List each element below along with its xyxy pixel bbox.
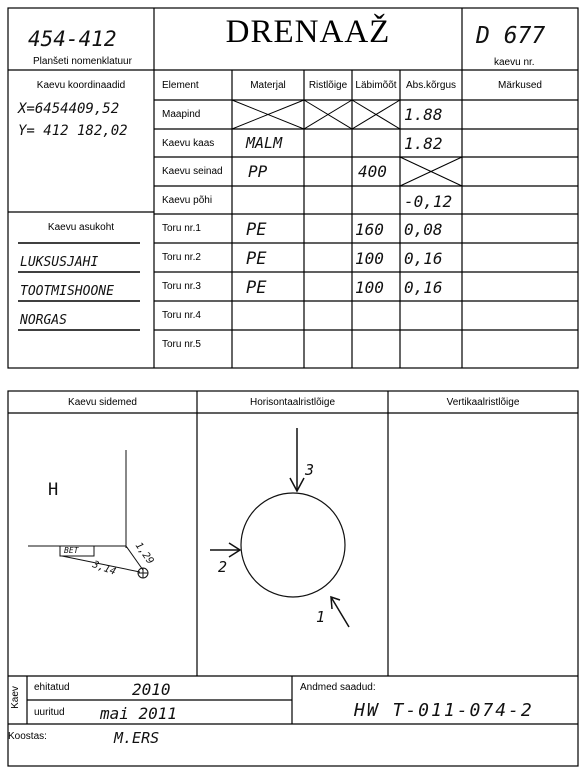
location-label: Kaevu asukoht [47,222,115,233]
row-material: PE [246,249,267,269]
location-sketch [28,450,148,578]
coordinate-x: X=6454409,52 [18,101,120,117]
well-side-label: Kaev [9,686,21,709]
page-title: DRENAAŽ [225,14,391,50]
data-source-value: HW T-011-074-2 [354,700,534,721]
row-material: PE [246,278,267,298]
row-abs-height: 1.88 [404,105,443,124]
row-material: MALM [246,134,283,152]
horizontal-section [210,428,349,627]
col-header-element: Element [162,80,199,91]
author-label: Koostas: [8,731,47,742]
row-element: Toru nr.3 [162,281,201,292]
coordinates-label: Kaevu koordinaadid [36,80,126,91]
row-diameter: 400 [358,162,387,181]
author-value: M.ERS [114,729,160,747]
row-material: PE [246,220,267,240]
coordinate-y: Y= 412 182,02 [18,123,128,139]
location-line-1: LUKSUSJAHI [20,255,99,270]
row-abs-height: 1.82 [404,134,443,153]
col-header-cross-section: Ristlõige [308,80,348,91]
pipe-2-label: 2 [218,558,228,576]
surveyed-label: uuritud [34,707,65,718]
sketch-h-label: H [48,480,59,500]
col-header-material: Materjal [250,80,286,91]
row-diameter: 100 [355,249,384,268]
row-element: Kaevu seinad [162,166,223,177]
sketch-distance-2: 3,14 [90,559,118,578]
row-element: Toru nr.4 [162,310,201,321]
well-number-value: D 677 [476,23,546,49]
built-value: 2010 [132,680,171,699]
horizontal-section-label: Horisontaalristlõige [249,397,336,408]
row-element: Kaevu põhi [162,195,213,206]
location-line-2: TOOTMISHOONE [20,284,114,299]
col-header-abs-height: Abs.kõrgus [405,80,457,91]
row-abs-height: 0,16 [404,249,443,268]
row-element: Toru nr.2 [162,252,201,263]
nomenclature-value: 454-412 [28,27,117,51]
col-header-diameter: Läbimõõt [355,80,397,91]
row-abs-height: 0,16 [404,278,443,297]
row-element: Kaevu kaas [162,138,215,149]
row-element: Maapind [162,109,201,120]
sketch-box-label: BET [64,546,79,555]
well-number-label: kaevu nr. [494,57,535,68]
pipe-3-label: 3 [305,461,315,479]
row-element: Toru nr.5 [162,339,201,350]
links-section-label: Kaevu sidemed [68,397,137,408]
row-material: PP [248,162,268,181]
surveyed-value: mai 2011 [100,704,178,723]
row-diameter: 160 [355,220,384,239]
vertical-section-label: Vertikaalristlõige [446,397,520,408]
col-header-notes: Märkused [498,80,542,91]
built-label: ehitatud [34,682,70,693]
location-line-3: NORGAS [20,313,67,328]
row-diameter: 100 [355,278,384,297]
pipe-1-label: 1 [316,608,326,626]
row-abs-height: 0,08 [404,220,443,239]
row-abs-height: -0,12 [404,192,453,211]
row-element: Toru nr.1 [162,223,201,234]
sketch-distance-1: 1,29 [132,540,156,567]
nomenclature-label: Planšeti nomenklatuur [33,56,132,67]
data-source-label: Andmed saadud: [300,682,376,693]
